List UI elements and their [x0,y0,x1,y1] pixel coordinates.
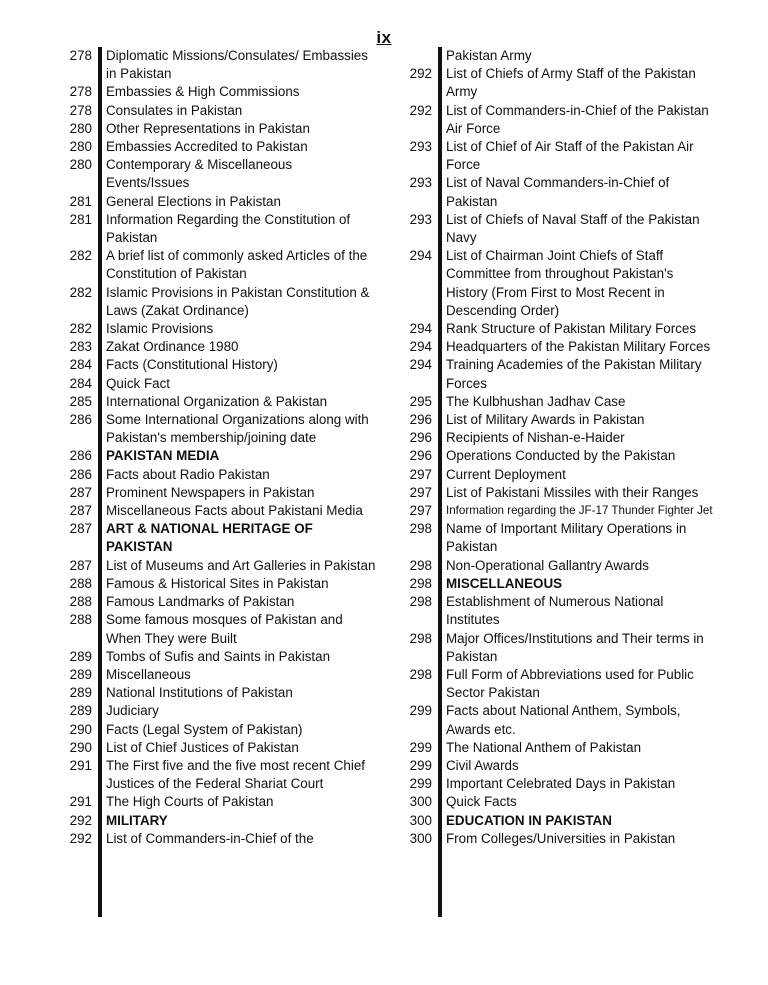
toc-page-number: 293 [409,211,432,227]
toc-entry [58,211,376,247]
toc-entry [58,793,376,811]
toc-entry-title: List of Museums and Art Galleries in Pakistan [106,557,376,573]
toc-entry-title: Information Regarding the Constitution of Pakistan [106,211,351,246]
toc-page-number: 290 [69,721,92,737]
toc-entry [58,193,376,211]
toc-entry-title: The First five and the five most recent Chief Justices of the Federal Shariat Court [106,757,365,792]
toc-page-number: 289 [69,685,92,701]
toc-page-number: 288 [69,612,92,628]
toc-entry [58,830,376,848]
toc-entry [58,739,376,757]
toc-entry-title: Miscellaneous Facts about Pakistani Media [106,503,363,519]
toc-page-number: 284 [69,357,92,373]
toc-entry-title: Prominent Newspapers in Pakistan [106,484,315,500]
toc-entry-title: MISCELLANEOUS [446,575,563,591]
toc-entry [58,757,376,793]
toc-entry [58,812,376,830]
toc-entry-title: Non-Operational Gallantry Awards [446,557,649,573]
toc-entry [58,247,376,283]
toc-page-number: 287 [69,503,92,519]
toc-entry [398,520,718,556]
toc-page-number: 290 [69,739,92,755]
toc-entry [58,702,376,720]
toc-entry [398,502,718,520]
toc-page-number: 278 [69,48,92,63]
toc-entry [398,102,718,138]
toc-entry-title: List of Chiefs of Army Staff of the Pakistan Army [446,66,696,100]
toc-column-right [398,47,718,848]
toc-entry [398,593,718,629]
toc-entry-title: Diplomatic Missions/Consulates/ Embassies in Pakistan [106,48,368,82]
toc-page-number: 295 [409,393,432,409]
toc-entry [398,666,718,702]
toc-entry-title: Facts (Legal System of Pakistan) [106,721,303,737]
toc-entry-title: List of Chairman Joint Chiefs of Staff Committee from throughout Pakistan's History (From First to Most Recent in Descending Order) [446,248,674,318]
toc-entry [58,284,376,320]
toc-entry-title: List of Chief Justices of Pakistan [106,739,299,755]
toc-page-number: 297 [409,503,432,519]
toc-entry-title: Major Offices/Institutions and Their terms in Pakistan [446,630,704,664]
toc-page-number: 278 [69,84,92,100]
toc-entry-title: Training Academies of the Pakistan Military Forces [446,357,702,391]
toc-page-number: 294 [409,248,432,264]
toc-entry-title: Embassies Accredited to Pakistan [106,139,308,155]
toc-page-number: 294 [409,339,432,355]
toc-page-number: 299 [409,776,432,792]
toc-entry-title: Islamic Provisions [106,321,214,337]
toc-entry-title: Facts about Radio Pakistan [106,466,270,482]
toc-entry [58,502,376,520]
toc-page-number: 280 [69,139,92,155]
toc-page-number: 282 [69,284,92,300]
toc-page-number: 297 [409,466,432,482]
toc-page-number: 281 [69,193,92,209]
toc-entry [58,393,376,411]
toc-entry [58,484,376,502]
toc-page-number: 286 [69,448,92,464]
toc-entry-title: Operations Conducted by the Pakistan [446,448,676,464]
toc-page-number: 297 [409,484,432,500]
toc-page-number: 299 [409,757,432,773]
toc-entry [58,120,376,138]
toc-entries-left [58,47,376,848]
toc-entry-title: List of Pakistani Missiles with their Ranges [446,484,699,500]
toc-entry-title: ART & NATIONAL HERITAGE OF PAKISTAN [106,521,313,555]
toc-entry [398,484,718,502]
toc-entry [58,447,376,465]
toc-page-number: 300 [409,812,432,828]
toc-entry [58,557,376,575]
toc-page-number: 289 [69,648,92,664]
toc-page-number: 289 [69,703,92,719]
toc-page-number: 287 [69,484,92,500]
toc-entry-title: EDUCATION IN PAKISTAN [446,812,612,828]
toc-entry-title: Judiciary [106,703,159,719]
toc-page-number: 289 [69,666,92,682]
toc-entry-title: National Institutions of Pakistan [106,685,293,701]
toc-entry [398,138,718,174]
toc-entry-title: Embassies & High Commissions [106,84,300,100]
toc-entry-title: List of Commanders-in-Chief of the Pakistan Air Force [446,102,709,136]
toc-page-number: 291 [69,794,92,810]
toc-page-number: 298 [409,521,432,537]
toc-page-number: 282 [69,248,92,264]
toc-entry-title: Current Deployment [446,466,566,482]
toc-page-number: 294 [409,357,432,373]
toc-entry-title: From Colleges/Universities in Pakistan [446,830,676,846]
toc-entry-title: Some famous mosques of Pakistan and When They were Built [106,612,343,646]
toc-entry [58,666,376,684]
toc-entry [398,812,718,830]
toc-entry-title: Consulates in Pakistan [106,102,243,118]
toc-page-number: 281 [69,211,92,227]
toc-entry-title: Facts (Constitutional History) [106,357,278,373]
toc-page-number: 296 [409,430,432,446]
toc-entry-title: International Organization & Pakistan [106,393,328,409]
toc-page-number: 286 [69,412,92,428]
toc-entry-title: Famous & Historical Sites in Pakistan [106,575,329,591]
toc-entry [398,47,718,65]
toc-entry [398,211,718,247]
toc-entry [58,338,376,356]
toc-entry [398,757,718,775]
toc-entry [58,593,376,611]
toc-page-number: 284 [69,375,92,391]
toc-entry [398,247,718,320]
toc-entry [398,393,718,411]
toc-entry-title: Rank Structure of Pakistan Military Forces [446,321,697,337]
toc-entry [398,174,718,210]
toc-page-number: 293 [409,139,432,155]
toc-entry-title: Quick Facts [446,794,517,810]
toc-page-number: 294 [409,321,432,337]
toc-page-number: 288 [69,594,92,610]
toc-page-number: 296 [409,448,432,464]
toc-entry-title: Establishment of Numerous National Institutes [446,594,664,628]
toc-entry [58,320,376,338]
toc-entry [398,466,718,484]
toc-page-number: 283 [69,339,92,355]
toc-entry [58,156,376,192]
toc-entry [398,320,718,338]
toc-entry-title: List of Chief of Air Staff of the Pakistan Air Force [446,139,694,173]
toc-entry [398,411,718,429]
toc-entry [58,575,376,593]
toc-entry-title: Recipients of Nishan-e-Haider [446,430,625,446]
toc-entry [398,830,718,848]
toc-page-number: 292 [409,66,432,82]
toc-entry-title: The Kulbhushan Jadhav Case [446,393,626,409]
toc-page-number: 278 [69,102,92,118]
toc-page-number: 287 [69,557,92,573]
toc-entry-title: Pakistan Army [446,48,532,63]
toc-entry [58,47,376,83]
toc-entry [58,138,376,156]
toc-page-number: 298 [409,666,432,682]
column-rule-right [438,47,442,917]
toc-page-number: 292 [409,102,432,118]
column-rule-left [98,47,102,917]
toc-entry [58,684,376,702]
toc-page-number: 280 [69,157,92,173]
toc-entry-title: Full Form of Abbreviations used for Public Sector Pakistan [446,666,694,701]
toc-entry [398,793,718,811]
toc-entry [58,648,376,666]
toc-entry-title: Contemporary & Miscellaneous Events/Issues [106,157,293,191]
toc-entry-title: PAKISTAN MEDIA [106,448,220,464]
toc-entry-title: List of Naval Commanders-in-Chief of Pakistan [446,175,670,209]
toc-page-number: 298 [409,630,432,646]
toc-entry-title: Information regarding the JF-17 Thunder Fighter Jet [446,504,713,518]
toc-page-number: 298 [409,575,432,591]
toc-page-number: 299 [409,703,432,719]
toc-entry [58,356,376,374]
toc-page-number: 287 [69,521,92,537]
toc-page-number: 296 [409,412,432,428]
toc-entry-title: List of Chiefs of Naval Staff of the Pakistan Navy [446,211,700,246]
toc-entry [398,557,718,575]
toc-entry [58,721,376,739]
toc-entry [58,411,376,447]
toc-entry [58,520,376,556]
toc-entry-title: Name of Important Military Operations in Pakistan [446,521,687,555]
toc-page-number: 300 [409,794,432,810]
toc-entry [58,83,376,101]
toc-page-number: 293 [409,175,432,191]
toc-entry [398,429,718,447]
toc-entry [398,739,718,757]
toc-entry [398,702,718,738]
toc-page-number: 286 [69,466,92,482]
toc-entry-title: Quick Fact [106,375,170,391]
toc-entry [58,611,376,647]
toc-entry [398,65,718,101]
toc-page-number: 298 [409,594,432,610]
toc-entry [58,102,376,120]
toc-page-number: 285 [69,393,92,409]
toc-entry-title: Some International Organizations along with Pakistan's membership/joining date [106,412,369,446]
toc-entry-title: Other Representations in Pakistan [106,120,310,136]
toc-page-number: 292 [69,830,92,846]
toc-entry-title: List of Military Awards in Pakistan [446,412,645,428]
toc-entry-title: Facts about National Anthem, Symbols, Awards etc. [446,703,681,737]
toc-entry [398,356,718,392]
toc-entry-title: Zakat Ordinance 1980 [106,339,239,355]
toc-entry-title: The National Anthem of Pakistan [446,739,642,755]
toc-page-number: 291 [69,757,92,773]
toc-page-number: 298 [409,557,432,573]
toc-column-left [58,47,376,848]
toc-entries-right [398,47,718,848]
toc-entry [58,466,376,484]
toc-entry-title: MILITARY [106,812,168,828]
page-number: ix [376,28,392,47]
toc-entry-title: Famous Landmarks of Pakistan [106,594,295,610]
toc-entry [398,575,718,593]
toc-page-number: 288 [69,575,92,591]
toc-entry-title: Islamic Provisions in Pakistan Constitution & Laws (Zakat Ordinance) [106,284,370,318]
toc-page-number: 300 [409,830,432,846]
toc-entry-title: Headquarters of the Pakistan Military Forces [446,339,711,355]
toc-page-number: 299 [409,739,432,755]
toc-entry-title: Important Celebrated Days in Pakistan [446,776,676,792]
toc-entry [398,338,718,356]
toc-entry [398,775,718,793]
toc-entry-title: List of Commanders-in-Chief of the [106,830,314,846]
toc-entry-title: General Elections in Pakistan [106,193,281,209]
toc-entry-title: Civil Awards [446,757,519,773]
toc-page-number: 280 [69,120,92,136]
toc-page-number: 282 [69,321,92,337]
toc-entry-title: Miscellaneous [106,666,191,682]
toc-entry [58,375,376,393]
toc-entry-title: A brief list of commonly asked Articles of the Constitution of Pakistan [106,248,368,282]
toc-entry-title: The High Courts of Pakistan [106,794,274,810]
toc-entry-title: Tombs of Sufis and Saints in Pakistan [106,648,331,664]
toc-entry [398,447,718,465]
toc-page-number: 292 [69,812,92,828]
toc-entry [398,630,718,666]
